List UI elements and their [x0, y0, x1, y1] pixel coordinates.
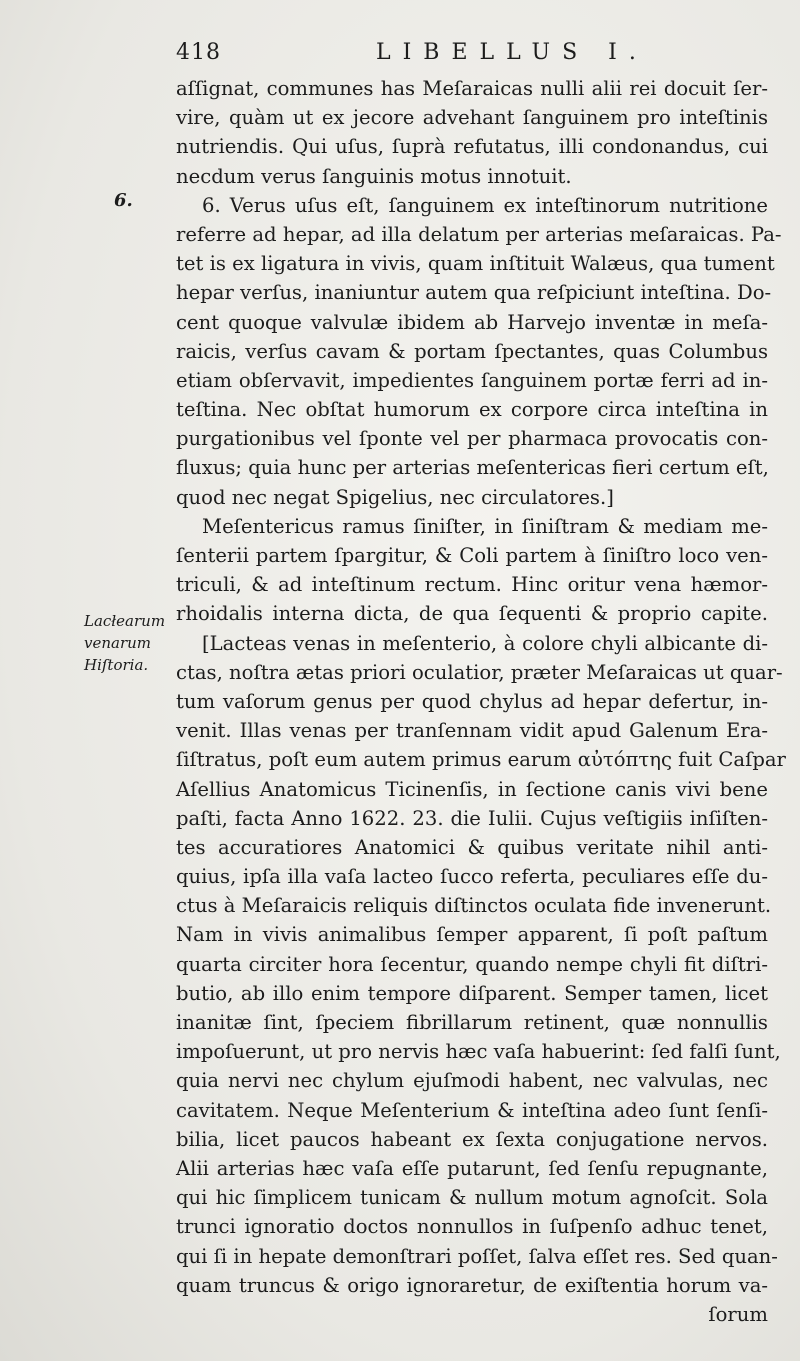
text-line: tes accuratiores Anatomici & quibus veritate nihil anti-	[176, 835, 768, 859]
margin-note-6: 6.	[114, 190, 133, 211]
text-line: cent quoque valvulæ ibidem ab Harvejo inventæ in meſa-	[176, 310, 768, 334]
text-line: Alii arterias hæc vaſa eſſe putarunt, ſed ſenſu repugnante,	[176, 1156, 768, 1180]
page-number: 418	[176, 40, 221, 65]
text-line: ſenterii partem ſpargitur, & Coli partem à ſiniſtro loco ven-	[176, 544, 768, 567]
margin-note-lactearum	[84, 610, 176, 676]
text-line: impoſuerunt, ut pro nervis hæc vaſa habuerint: ſed falſi ſunt,	[176, 1040, 781, 1064]
text-line: purgationibus vel ſponte vel per pharmaca provocatis con-	[176, 427, 768, 451]
text-line: cavitatem. Neque Meſenterium & inteſtina adeo ſunt ſenſi-	[176, 1098, 768, 1122]
running-head: LIBELLUS I.	[376, 40, 648, 65]
text-line: ſiſtratus, poſt eum autem primus earum αὐτόπτης fuit Caſpar	[176, 748, 786, 772]
text-line: tum vaſorum genus per quod chylus ad hepar defertur, in-	[176, 689, 768, 713]
text-line: quam truncus & origo ignoraretur, de exiſtentia horum va-	[176, 1273, 768, 1297]
text-line: Aſellius Anatomicus Ticinenſis, in ſectione canis vivi bene	[176, 777, 768, 801]
text-line: paſti, facta Anno 1622. 23. die Iulii. Cujus veſtigiis inſiſten-	[176, 806, 768, 830]
text-line: aſſignat, communes has Meſaraicas nulli alii rei docuit ſer-	[176, 77, 768, 100]
text-line: rhoidalis interna dicta, de qua ſequenti & proprio capite.	[176, 602, 768, 626]
margin-note-line: Lacłearum	[84, 612, 166, 630]
text-line: quod nec negat Spigelius, nec circulatores.]	[176, 485, 614, 509]
text-line: tet is ex ligatura in vivis, quam inſtituit Walæus, qua tument	[176, 252, 775, 276]
text-line: Meſentericus ramus ſiniſter, in ſiniſtram & mediam me-	[202, 514, 768, 538]
text-line: venit. Illas venas per tranſennam vidit apud Galenum Era-	[176, 719, 768, 743]
text-line: teſtina. Nec obſtat humorum ex corpore circa inteſtina in	[176, 398, 768, 422]
text-line: Nam in vivis animalibus ſemper apparent, ſi poſt paſtum	[176, 923, 768, 947]
catchword: ſorum	[708, 1302, 768, 1326]
text-line: vire, quàm ut ex jecore advehant ſanguinem pro inteſtinis	[176, 106, 768, 130]
text-line: raicis, verſus cavam & portam ſpectantes, quas Columbus	[176, 339, 768, 363]
text-line: quius, ipſa illa vaſa lacteo ſucco referta, peculiares eſſe du-	[176, 865, 768, 889]
text-line: ctas, noſtra ætas priori oculatior, præter Meſaraicas ut quar-	[176, 660, 783, 684]
page-header	[176, 40, 766, 74]
text-line: nutriendis. Qui uſus, ſuprà refutatus, illi condonandus, cui	[176, 135, 768, 159]
text-line: qui hic ſimplicem tunicam & nullum motum agnoſcit. Sola	[176, 1186, 768, 1210]
margin-note-line: venarum	[84, 634, 152, 652]
text-line: hepar verſus, inaniuntur autem qua reſpiciunt inteſtina. Do-	[176, 281, 772, 305]
text-line: quia nervi nec chylum ejuſmodi habent, nec valvulas, nec	[176, 1069, 768, 1093]
text-line: necdum verus ſanguinis motus innotuit.	[176, 164, 572, 188]
margin-note-line: Hiſtoria.	[84, 656, 149, 674]
body-text	[176, 74, 786, 1329]
text-line: bilia, licet paucos habeant ex ſexta conjugatione nervos.	[176, 1127, 768, 1151]
text-line: referre ad hepar, ad illa delatum per arterias meſaraicas. Pa-	[176, 222, 782, 246]
text-line: inanitæ ſint, ſpeciem fibrillarum retinent, quæ nonnullis	[176, 1011, 768, 1034]
text-line: quarta circiter hora ſecentur, quando nempe chyli fit diſtri-	[176, 952, 768, 976]
text-line: qui ſi in hepate demonſtrari poſſet, ſalva eſſet res. Sed quan-	[176, 1244, 778, 1268]
text-line: butio, ab illo enim tempore diſparent. Semper tamen, licet	[176, 981, 768, 1005]
text-line: ctus à Meſaraicis reliquis diſtinctos oculata fide invenerunt.	[176, 894, 772, 918]
text-line: trunci ignoratio doctos nonnullos in ſuſpenſo adhuc tenet,	[176, 1215, 768, 1239]
text-line: [Lacteas venas in meſenterio, à colore chyli albicante di-	[202, 631, 768, 655]
text-line: triculi, & ad inteſtinum rectum. Hinc oritur vena hæmor-	[176, 573, 768, 597]
text-line: etiam obſervavit, impedientes ſanguinem portæ ferri ad in-	[176, 368, 768, 392]
text-line: fluxus; quia hunc per arterias meſentericas fieri certum eſt,	[176, 456, 769, 480]
text-line: 6. Verus uſus eſt, ſanguinem ex inteſtinorum nutritione	[202, 193, 768, 217]
